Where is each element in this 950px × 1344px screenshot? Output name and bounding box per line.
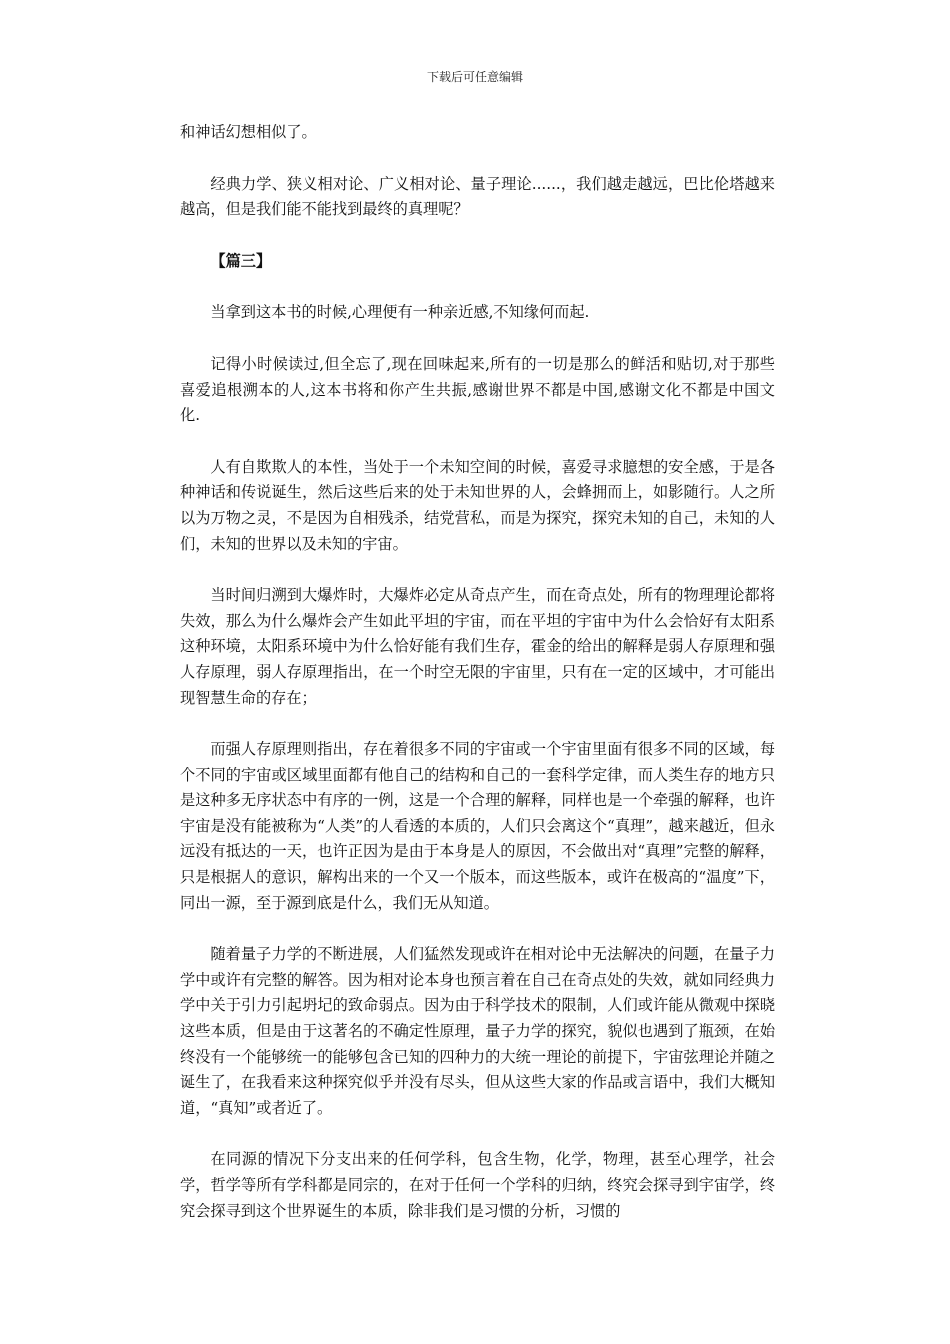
paragraph-intro: 当拿到这本书的时候,心理便有一种亲近感,不知缘何而起. <box>210 303 590 322</box>
paragraph-big-bang: 当时间归溯到大爆炸时，大爆炸必定从奇点产生，而在奇点处，所有的物理理论都将失效，那么为什么爆炸会产生如此平坦的宇宙，而在平坦的宇宙中为什么会恰好有太阳系这种环境，太阳系环境中为什么恰好能有我们生存，霍金的给出的解释是弱人存原理和强人存原理，弱人存原理指出，在一个时空无限的宇宙里，只有在一定的区域中，才可能出现智慧生命的存在； <box>180 586 775 707</box>
paragraph-human-nature: 人有自欺欺人的本性，当处于一个未知空间的时候，喜爱寻求臆想的安全感，于是各种神话和传说诞生，然后这些后来的处于未知世界的人，会蜂拥而上，如影随行。人之所以为万物之灵，不是因为自相残杀，结党营私，而是为探究，探究未知的自己，未知的人们，未知的世界以及未知的宇宙。 <box>180 457 775 553</box>
section-heading: 【篇三】 <box>210 251 272 270</box>
paragraph-quantum: 随着量子力学的不断进展，人们猛然发现或许在相对论中无法解决的问题，在量子力学中或许有完整的解答。因为相对论本身也预言着在自己在奇点处的失效，就如同经典力学中关于引力引起坍圮的致命弱点。因为由于科学技术的限制，人们或许能从微观中探晓这些本质，但是由于这著名的不确定性原理，量子力学的探究，貌似也遇到了瓶颈，在始终没有一个能够统一的能够包含已知的四种力的大统一理论的前提下，宇宙弦理论并随之诞生了，在我看来这种探究似乎并没有尽头，但从这些大家的作品或言语中，我们大概知道，“真知”或者近了。 <box>180 945 775 1117</box>
header-note: 下载后可任意编辑 <box>426 70 523 84</box>
document-body <box>180 120 775 1250</box>
paragraph-continuation: 和神话幻想相似了。 <box>180 123 317 141</box>
paragraph-disciplines: 在同源的情况下分支出来的任何学科，包含生物，化学，物理，甚至心理学，社会学，哲学等所有学科都是同宗的，在对于任何一个学科的归纳，终究会探寻到宇宙学，终究会探寻到这个世界诞生的本质，除非我们是习惯的分析，习惯的 <box>180 1150 775 1220</box>
paragraph-strong-anthropic: 而强人存原理则指出，存在着很多不同的宇宙或一个宇宙里面有很多不同的区域，每个不同的宇宙或区域里面都有他自己的结构和自己的一套科学定律，而人类生存的地方只是这种多无序状态中有序的一例，这是一个合理的解释，同样也是一个牵强的解释，也许宇宙是没有能被称为“人类”的人看透的本质的，人们只会离这个“真理”，越来越近，但永远没有抵达的一天，也许正因为是由于本身是人的原因，不会做出对“真理”完整的解释，只是根据人的意识，解构出来的一个又一个版本，而这些版本，或许在极高的“温度”下，同出一源，至于源到底是什么，我们无从知道。 <box>180 740 775 912</box>
paragraph-memory: 记得小时候读过,但全忘了,现在回味起来,所有的一切是那么的鲜活和贴切,对于那些喜爱追根溯本的人,这本书将和你产生共振,感谢世界不都是中国,感谢文化不都是中国文化. <box>180 354 775 425</box>
paragraph-babel-tower: 经典力学、狭义相对论、广义相对论、量子理论......，我们越走越远，巴比伦塔越来越高，但是我们能不能找到最终的真理呢？ <box>180 174 775 219</box>
